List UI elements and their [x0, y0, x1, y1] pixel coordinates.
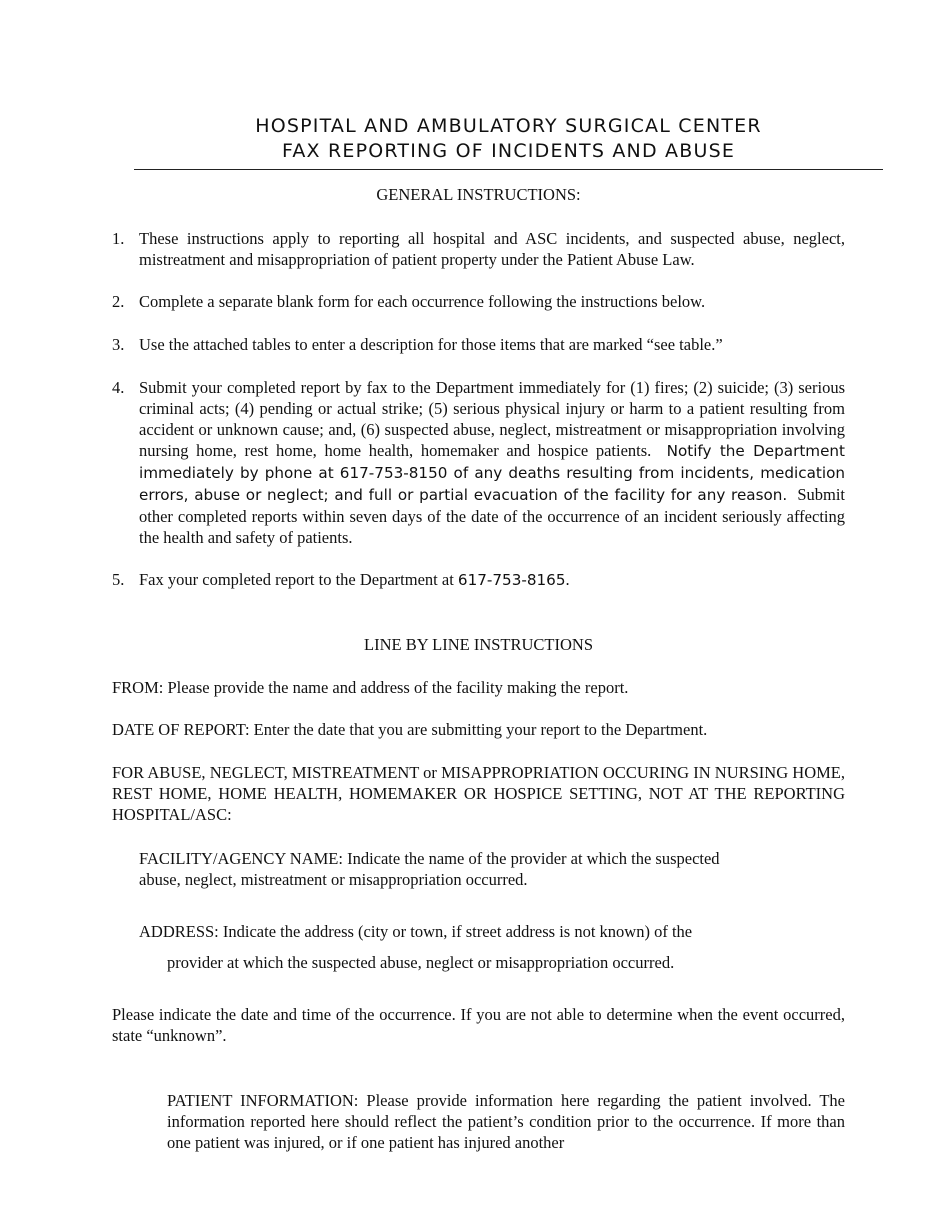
item-number: 2.: [112, 292, 125, 311]
item-text: [139, 377, 845, 548]
item-text: These instructions apply to reporting all hospital and ASC incidents, and suspected abuse, neglect, mistreatment and misappropriation of patient property under the Patient Abuse Law.: [139, 229, 845, 269]
instruction-item-1: [112, 228, 845, 270]
from-instruction: FROM: Please provide the name and address of the facility making the report.: [112, 678, 629, 697]
title-divider: [134, 169, 883, 170]
fax-number: 617-753-8165: [457, 571, 566, 589]
item-text-part-a: Submit your completed report by fax to the Department immediately for (1) fires; (2) suicide; (3) serious criminal acts; (4) pending or actual strike; (5) serious physical injury or harm to a patient resulting from accident or unknown cause; and, (6) suspected abuse, neglect, mistreatment or misappropriation involving nursing home, rest home, home health, homemaker and hospice patients.: [139, 378, 845, 460]
instruction-item-2: [112, 291, 845, 312]
item-number: 4.: [112, 378, 125, 397]
title-line-2: FAX REPORTING OF INCIDENTS AND ABUSE: [281, 140, 736, 162]
facility-line-2: abuse, neglect, mistreatment or misappropriation occurred.: [139, 870, 528, 889]
line-by-line-heading: LINE BY LINE INSTRUCTIONS: [364, 635, 593, 654]
item-text: Complete a separate blank form for each occurrence following the instructions below.: [139, 292, 706, 311]
item-text-part-a: Fax your completed report to the Department at: [139, 570, 454, 589]
instruction-item-5: [112, 569, 845, 591]
address-line-1: ADDRESS: Indicate the address (city or town, if street address is not known) of the: [139, 922, 693, 941]
patient-information-instruction: PATIENT INFORMATION: Please provide information here regarding the patient involved. The information reported here should reflect the patient’s condition prior to the occurrence. If more than one patient was injured, or if one patient has injured another: [167, 1091, 845, 1152]
date-of-report-instruction: DATE OF REPORT: Enter the date that you are submitting your report to the Department.: [112, 720, 708, 739]
address-instruction: [139, 921, 845, 973]
title-line-1: HOSPITAL AND AMBULATORY SURGICAL CENTER: [255, 115, 762, 137]
facility-line-1: FACILITY/AGENCY NAME: Indicate the name of the provider at which the suspected: [139, 849, 720, 868]
abuse-setting-instruction: FOR ABUSE, NEGLECT, MISTREATMENT or MISAPPROPRIATION OCCURING IN NURSING HOME, REST HOME, HOME HEALTH, HOMEMAKER OR HOSPICE SETTING, NOT AT THE REPORTING HOSPITAL/ASC:: [112, 763, 845, 824]
item-number: 3.: [112, 335, 125, 354]
instruction-item-4: [112, 377, 845, 548]
phone-notice: Notify the Department immediately by phone at 617-753-8150 of any deaths resulting from incidents, medication errors, abuse or neglect; and full or partial evacuation of the facility for any reason.: [139, 442, 846, 504]
item-text-part-b: .: [565, 570, 570, 589]
address-line-2: provider at which the suspected abuse, neglect or misappropriation occurred.: [167, 953, 675, 972]
item-text: [139, 569, 845, 591]
item-text: Use the attached tables to enter a description for those items that are marked “see table.”: [139, 335, 723, 354]
item-number: 5.: [112, 570, 125, 589]
date-time-instruction: Please indicate the date and time of the occurrence. If you are not able to determine when the event occurred, state “unknown”.: [112, 1005, 845, 1045]
facility-agency-name-instruction: [139, 848, 845, 890]
item-number: 1.: [112, 229, 125, 248]
item-text-part-c: Submit other completed reports within seven days of the date of the occurrence of an incident seriously affecting the health and safety of patients.: [139, 485, 846, 547]
instruction-item-3: [112, 334, 845, 355]
document-title: [134, 114, 883, 164]
general-instructions-heading: GENERAL INSTRUCTIONS:: [376, 185, 581, 204]
